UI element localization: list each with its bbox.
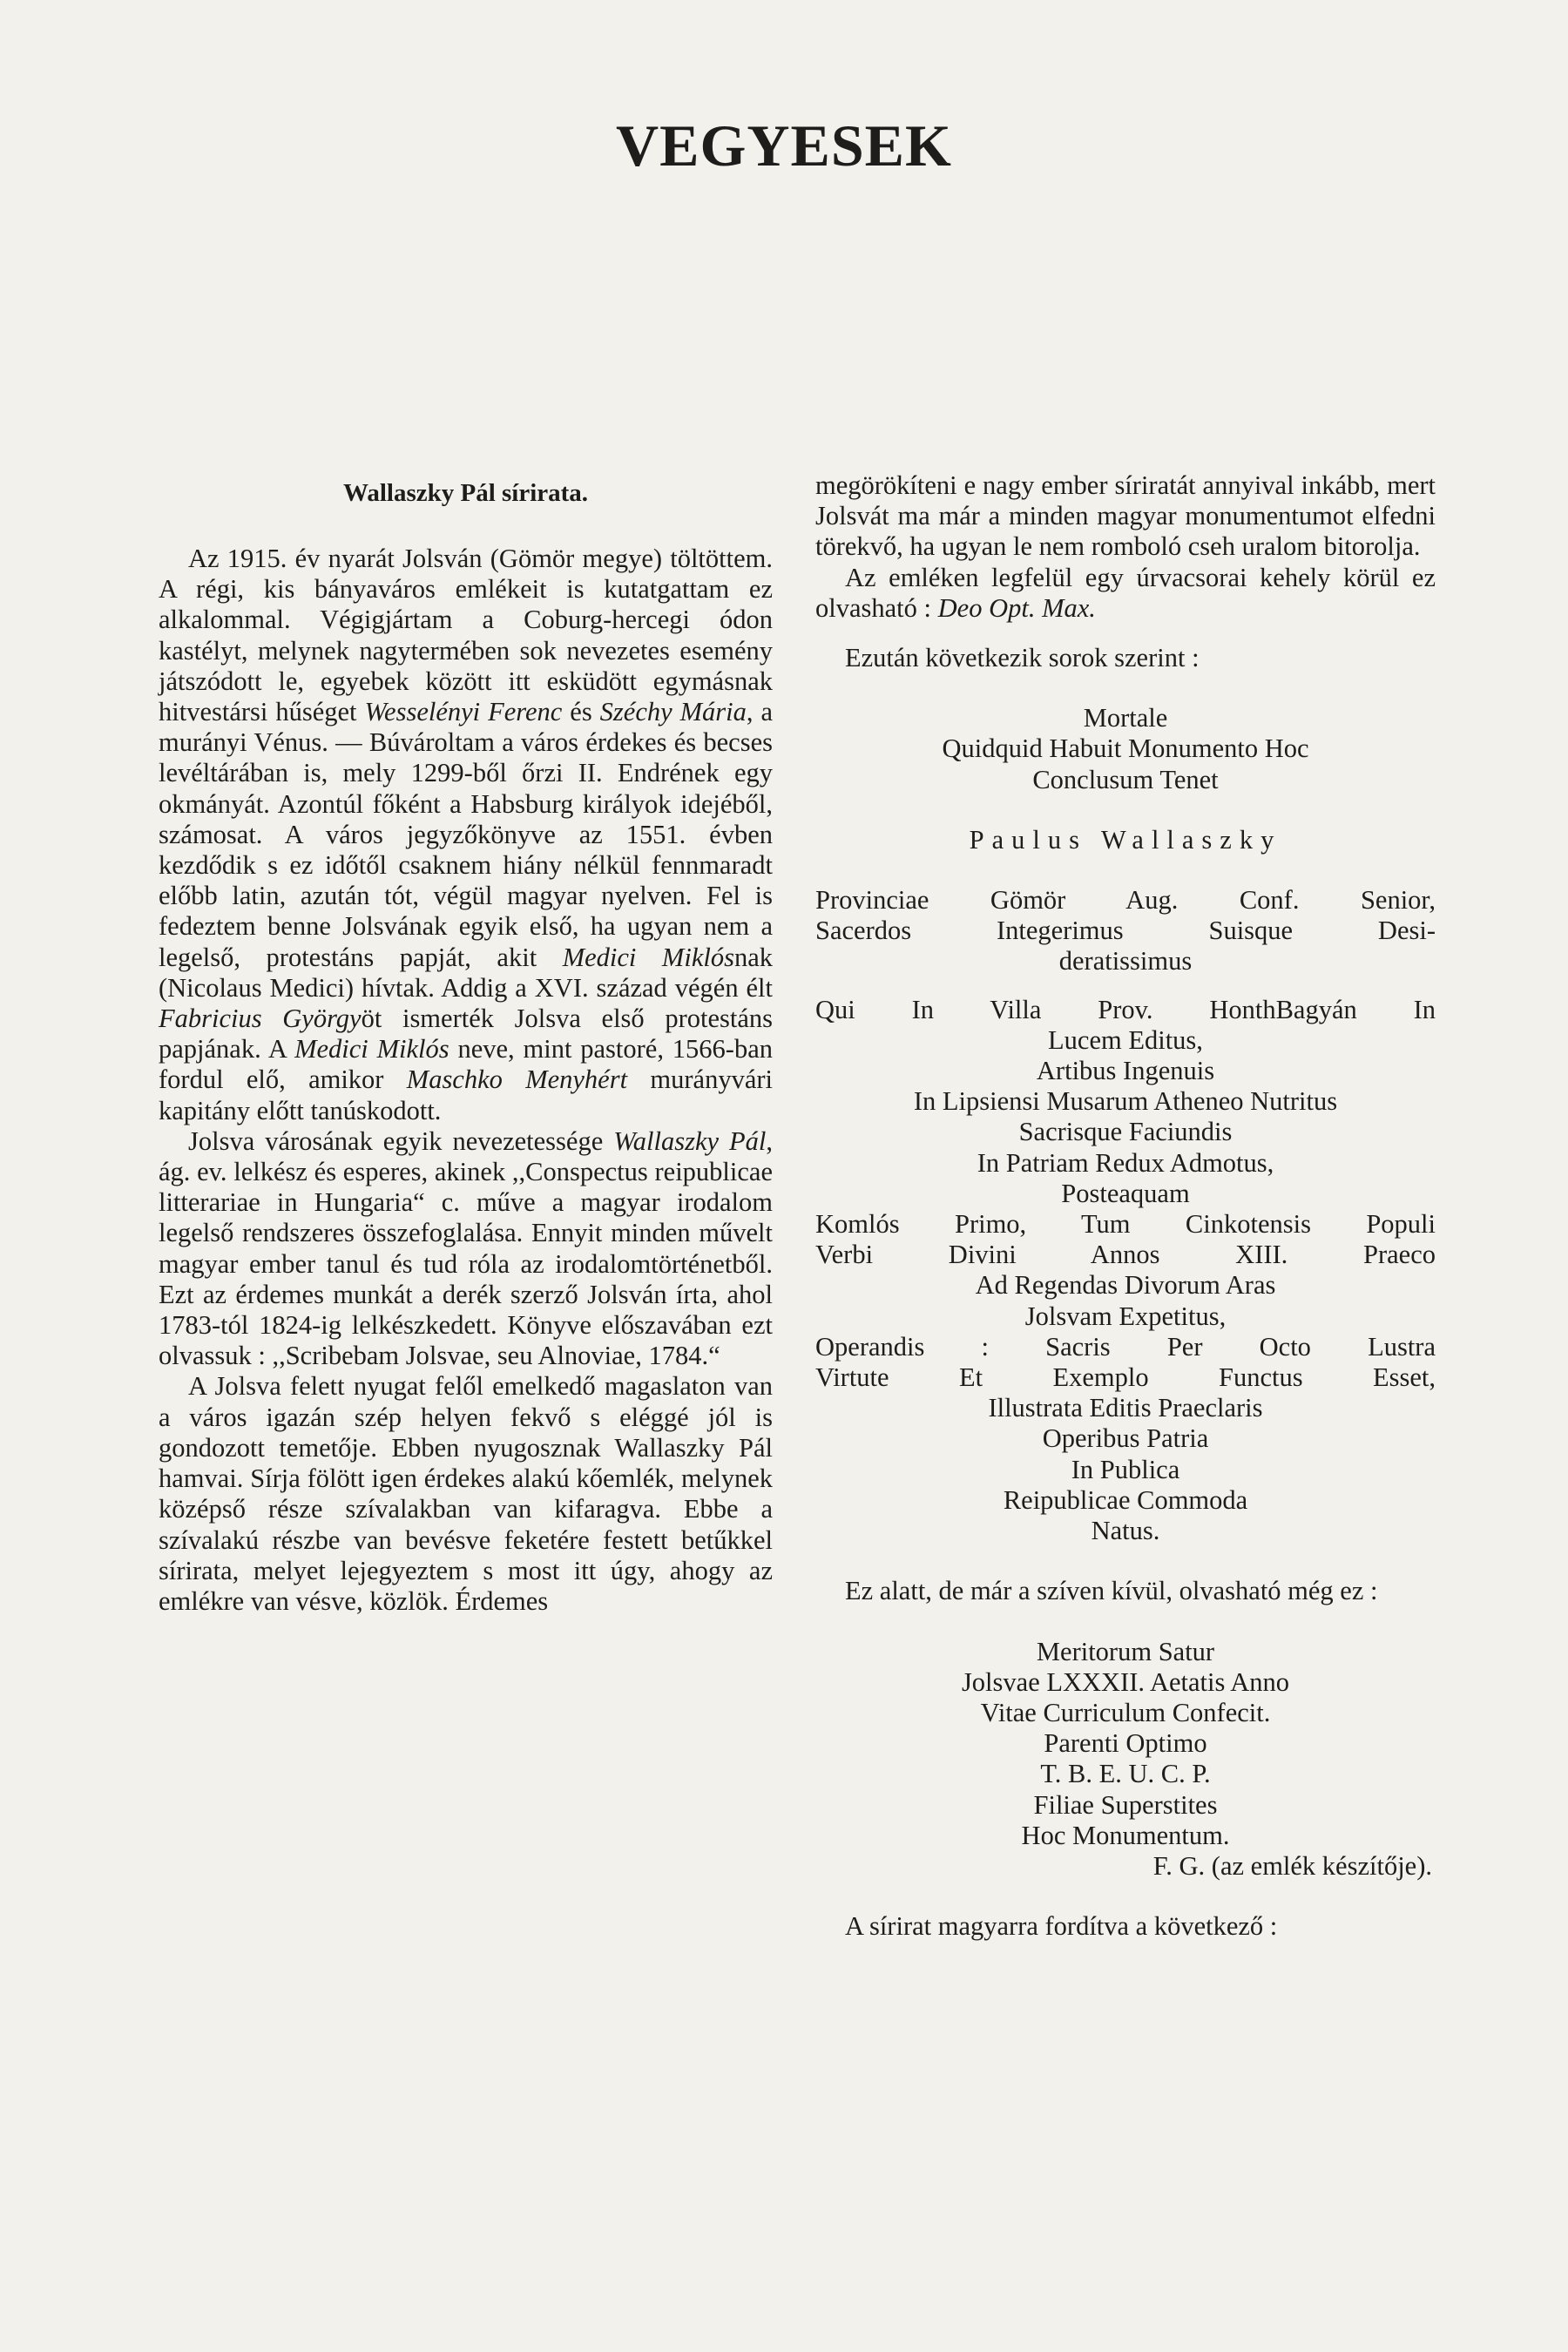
latin-phrase: Deo Opt. Max. — [937, 592, 1096, 623]
inscription-line: Sacrisque Faciundis — [1018, 1117, 1233, 1147]
inscription-line: Lucem Editus, — [1048, 1024, 1203, 1055]
inscription-line: Verbi Divini Annos XIII. Praeco — [815, 1240, 1436, 1270]
inscription-name — [815, 825, 1436, 855]
text-run: murányvári kapitány előtt tanúskodott. — [159, 1064, 773, 1125]
page-title: VEGYESEK — [616, 112, 952, 179]
inscription-block-3 — [815, 995, 1436, 1547]
inscription-line: Quidquid Habuit Monumento Hoc — [942, 733, 1309, 764]
person-name: Wesselényi Ferenc — [364, 697, 563, 727]
text-run: neve, mint pastoré, 1566-ban fordul elő, amikor — [159, 1034, 773, 1095]
inscription-block-1 — [815, 703, 1436, 795]
inscription-line: Artibus Ingenuis — [1036, 1056, 1215, 1086]
person-name: Medici Miklós — [294, 1034, 449, 1064]
inscription-line: Posteaquam — [1061, 1178, 1190, 1208]
text-run: Az 1915. év nyarát Jolsván (Gömör megye) töltöttem. A régi, kis bányaváros emlékeit is kutatgattam ez alkalommal. Végigjártam a Coburg-hercegi ódon kastélyt, melynek nagytermében sok nevezetes esemény játszódott le, egyebek között itt esküdött egymásnak hitvestársi hűséget — [159, 544, 773, 727]
inscription-line: Qui In Villa Prov. HonthBagyán In — [815, 994, 1436, 1024]
inscription-line: Natus. — [1091, 1516, 1160, 1546]
inscription-line: deratissimus — [1058, 946, 1193, 977]
text-run: Jolsva városának egyik nevezetessége — [188, 1125, 614, 1156]
inscription-line: Vitae Curriculum Confecit. — [980, 1697, 1271, 1727]
person-name: Fabricius György — [159, 1004, 362, 1034]
inscription-line: Komlós Primo, Tum Cinkotensis Populi — [815, 1209, 1436, 1240]
text-run: nak (Nicolaus Medici) hívtak. Addig a XVI. század végén élt — [159, 942, 773, 1003]
paragraph-translation-intro: A sírirat magyarra fordítva a következő : — [845, 1911, 1278, 1942]
inscription-line: Provinciae Gömör Aug. Conf. Senior, — [815, 885, 1436, 916]
text-run: , ág. ev. lelkész és esperes, akinek ,,Conspectus reipublicae litterariae in Hungaria“ c. műve a magyar irodalom legelső rendszeres összefoglalása. Ennyit minden művelt magyar ember tanul és tud róla az irodalomtörténetből. Ezt az érdemes munkát a derék szerző Jolsván írta, ahol 1783-tól 1824-ig lelkészkedett. Könyve előszavában ezt olvassuk : ,,Scribebam Jolsvae, seu Alnoviae, 1784.“ — [159, 1125, 773, 1371]
inscription-block-4 — [815, 1637, 1436, 1882]
paragraph-3: A Jolsva felett nyugat felől emelkedő magaslaton van a város igazán szép helyen fekvő s eléggé jól is gondozott temetője. Ebben nyugosznak Wallaszky Pál hamvai. Sírja fölött igen érdekes alakú kőemlék, melynek középső része szívalakban van kifaragva. Ebbe a szívalakú részbe van bevésve feketére festett betűkkel sírirata, melyet lejegyeztem s most itt úgy, ahogy az emlékre van vésve, közlök. Érdemes — [159, 1371, 773, 1616]
text-run: , a murányi Vénus. — Búvároltam a város érdekes és becses levéltárában is, mely 1299-ből őrzi II. Endrének egy okmányát. Azontúl főként a Habsburg királyok idejéből, számosat. A város jegyzőkönyve az 1551. évben kezdődik s ez időtől csaknem hiány nélkül fennmaradt előbb latin, azután tót, végül magyar nyelven. Fel is fedeztem benne Jolsvának egyik első, ha ugyan nem a legelső, protestáns papját, akit — [159, 697, 773, 972]
inscription-line: Mortale — [1083, 703, 1168, 733]
person-name: Medici Miklós — [562, 942, 734, 972]
right-column — [815, 470, 1436, 1942]
inscription-line: Illustrata Editis Praeclaris — [988, 1393, 1263, 1423]
inscription-line: Jolsvae LXXXII. Aetatis Anno — [961, 1666, 1290, 1697]
left-column — [159, 470, 773, 1617]
inscription-line: Virtute Et Exemplo Functus Esset, — [815, 1362, 1436, 1393]
text-run: öt ismerték Jolsva első protestáns papjának. A — [159, 1004, 773, 1064]
inscription-line: Jolsvam Expetitus, — [1024, 1301, 1227, 1331]
inscription-line: In Patriam Redux Admotus, — [977, 1147, 1274, 1178]
paragraph-chalice — [815, 563, 1436, 624]
inscription-line: Filiae Superstites — [1033, 1789, 1218, 1820]
inscription-line: Paulus Wallaszky — [969, 824, 1282, 855]
inscription-line: T. B. E. U. C. P. — [1040, 1759, 1211, 1789]
inscription-line: Operandis : Sacris Per Octo Lustra — [815, 1331, 1436, 1362]
paragraph-1 — [159, 544, 773, 1126]
inscription-line: Reipublicae Commoda — [1003, 1484, 1248, 1515]
paragraph-intro: Ezután következik sorok szerint : — [845, 643, 1200, 673]
inscription-line: Sacerdos Integerimus Suisque Desi- — [815, 916, 1436, 946]
inscription-block-2 — [815, 885, 1436, 977]
person-name: Maschko Menyhért — [406, 1064, 628, 1095]
inscription-line: Conclusum Tenet — [1032, 764, 1219, 794]
inscription-line: In Publica — [1071, 1454, 1180, 1484]
inscription-line: Meritorum Satur — [1036, 1636, 1215, 1666]
inscription-line: In Lipsiensi Musarum Atheneo Nutritus — [913, 1086, 1338, 1117]
person-name: Wallaszky Pál — [613, 1125, 767, 1156]
paragraph-below-heart: Ez alatt, de már a szíven kívül, olvasható még ez : — [845, 1576, 1378, 1606]
maker-signature: F. G. (az emlék készítője). — [1152, 1850, 1432, 1881]
paragraph-continued: megörökíteni e nagy ember síriratát annyival inkább, mert Jolsvát ma már a minden magyar monumentumot elfedni törekvő, ha ugyan le nem romboló cseh uralom bitorolja. — [815, 470, 1436, 562]
person-name: Széchy Mária — [599, 697, 747, 727]
text-run: Az emléken legfelül egy úrvacsorai kehely körül ez olvasható : — [815, 562, 1436, 623]
paragraph-2 — [159, 1126, 773, 1372]
article-heading: Wallaszky Pál sírirata. — [342, 479, 589, 507]
text-run: és — [562, 697, 600, 727]
inscription-line: Hoc Monumentum. — [1021, 1820, 1230, 1850]
inscription-line: Ad Regendas Divorum Aras — [975, 1270, 1276, 1301]
inscription-line: Parenti Optimo — [1044, 1728, 1207, 1759]
inscription-line: Operibus Patria — [1042, 1423, 1209, 1454]
